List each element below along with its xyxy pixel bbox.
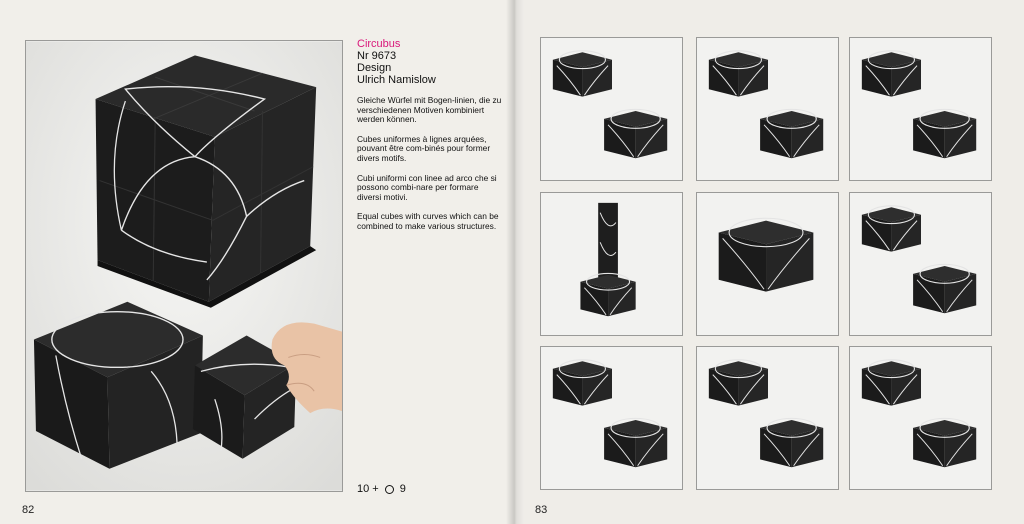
piece-count xyxy=(357,483,406,495)
book-gutter xyxy=(506,0,524,524)
cubes-hand-illustration xyxy=(26,41,342,491)
description-german: Gleiche Würfel mit Bogen-linien, die zu verschiedenen Motiven kombiniert werden können. xyxy=(357,95,502,125)
designer-name: Ulrich Namislow xyxy=(357,74,436,86)
configuration-photo-7 xyxy=(540,346,683,490)
configuration-photo-3 xyxy=(849,37,992,181)
circle-icon xyxy=(385,485,394,494)
description-french: Cubes uniformes à lignes arquées, pouvant être com-binés pour former divers motifs. xyxy=(357,133,491,163)
design-label: Design xyxy=(357,62,392,74)
page-number-left: 82 xyxy=(22,504,35,516)
configuration-photo-9 xyxy=(849,346,992,490)
product-number: Nr 9673 xyxy=(357,50,397,62)
configuration-photo-2 xyxy=(696,37,839,181)
configuration-photo-1 xyxy=(540,37,683,181)
piece-count-value: 9 xyxy=(399,483,406,495)
description-english: Equal cubes with curves which can be combined to make various structures. xyxy=(357,211,499,231)
configuration-photo-4 xyxy=(540,192,683,336)
right-page xyxy=(514,0,1024,524)
configuration-photo-5 xyxy=(696,192,839,336)
configuration-photo-6 xyxy=(849,192,992,336)
main-product-photo xyxy=(25,40,343,492)
page-number-right: 83 xyxy=(535,504,548,516)
cube-count: 10 + xyxy=(357,483,379,495)
product-title: Circubus xyxy=(357,38,401,50)
product-text xyxy=(357,38,502,232)
description-italian: Cubi uniformi con linee ad arco che si possono combi-nare per formare diversi motivi. xyxy=(357,172,497,202)
configuration-photo-8 xyxy=(696,346,839,490)
